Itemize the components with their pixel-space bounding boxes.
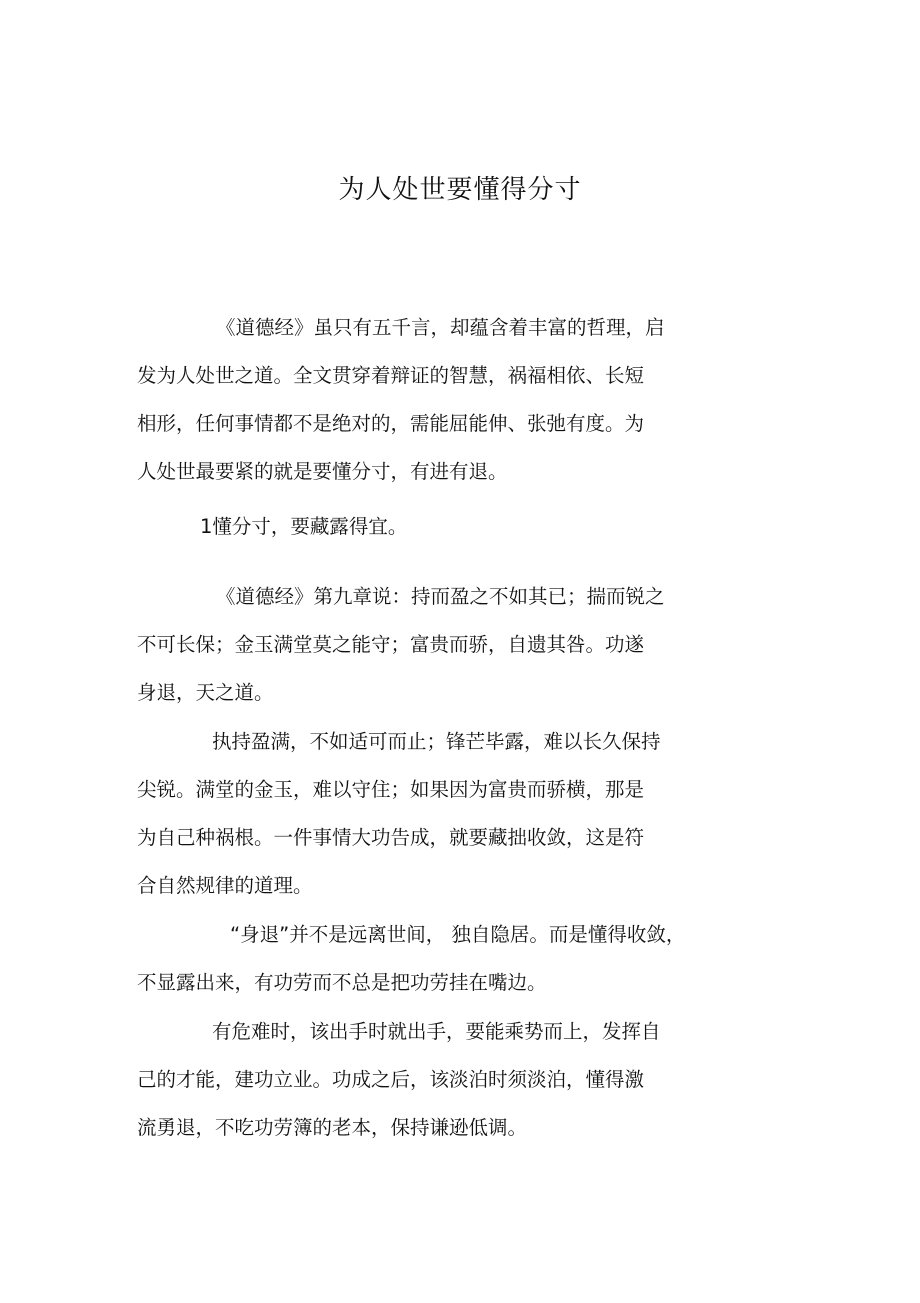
section-heading: 1懂分寸，要藏露得宜。 <box>200 515 408 538</box>
paragraph-line: 不显露出来，有功劳而不总是把功劳挂在嘴边。 <box>137 971 547 994</box>
paragraph-line: 流勇退，不吃功劳簿的老本，保持谦逊低调。 <box>137 1116 528 1139</box>
paragraph-line: 有危难时，该出手时就出手，要能乘势而上，发挥自 <box>212 1020 661 1043</box>
paragraph-line: 执持盈满，不如适可而止；锋芒毕露，难以长久保持 <box>212 730 661 753</box>
paragraph-line: 尖锐。满堂的金玉，难以守住；如果因为富贵而骄横，那是 <box>137 778 645 801</box>
paragraph-line: 相形，任何事情都不是绝对的，需能屈能伸、张弛有度。为 <box>137 412 645 435</box>
paragraph-line: 《道德经》第九章说：持而盈之不如其已；揣而锐之 <box>216 585 665 608</box>
document-title: 为人处世要懂得分寸 <box>338 175 582 205</box>
paragraph-line: 合自然规律的道理。 <box>137 874 313 897</box>
paragraph-line: 《道德经》虽只有五千言，却蕴含着丰富的哲理，启 <box>216 316 665 339</box>
paragraph-line: 发为人处世之道。全文贯穿着辩证的智慧，祸福相依、长短 <box>137 364 645 387</box>
paragraph-line: “身退”并不是远离世间， 独自隐居。而是懂得收敛， <box>230 923 686 946</box>
paragraph-line: 身退，天之道。 <box>137 681 274 704</box>
paragraph-line: 己的才能，建功立业。功成之后，该淡泊时须淡泊，懂得激 <box>137 1068 645 1091</box>
paragraph-line: 人处世最要紧的就是要懂分寸，有进有退。 <box>137 460 508 483</box>
paragraph-line: 不可长保；金玉满堂莫之能守；富贵而骄，自遗其咎。功遂 <box>137 633 645 656</box>
paragraph-line: 为自己种祸根。一件事情大功告成，就要藏拙收敛，这是符 <box>137 826 645 849</box>
